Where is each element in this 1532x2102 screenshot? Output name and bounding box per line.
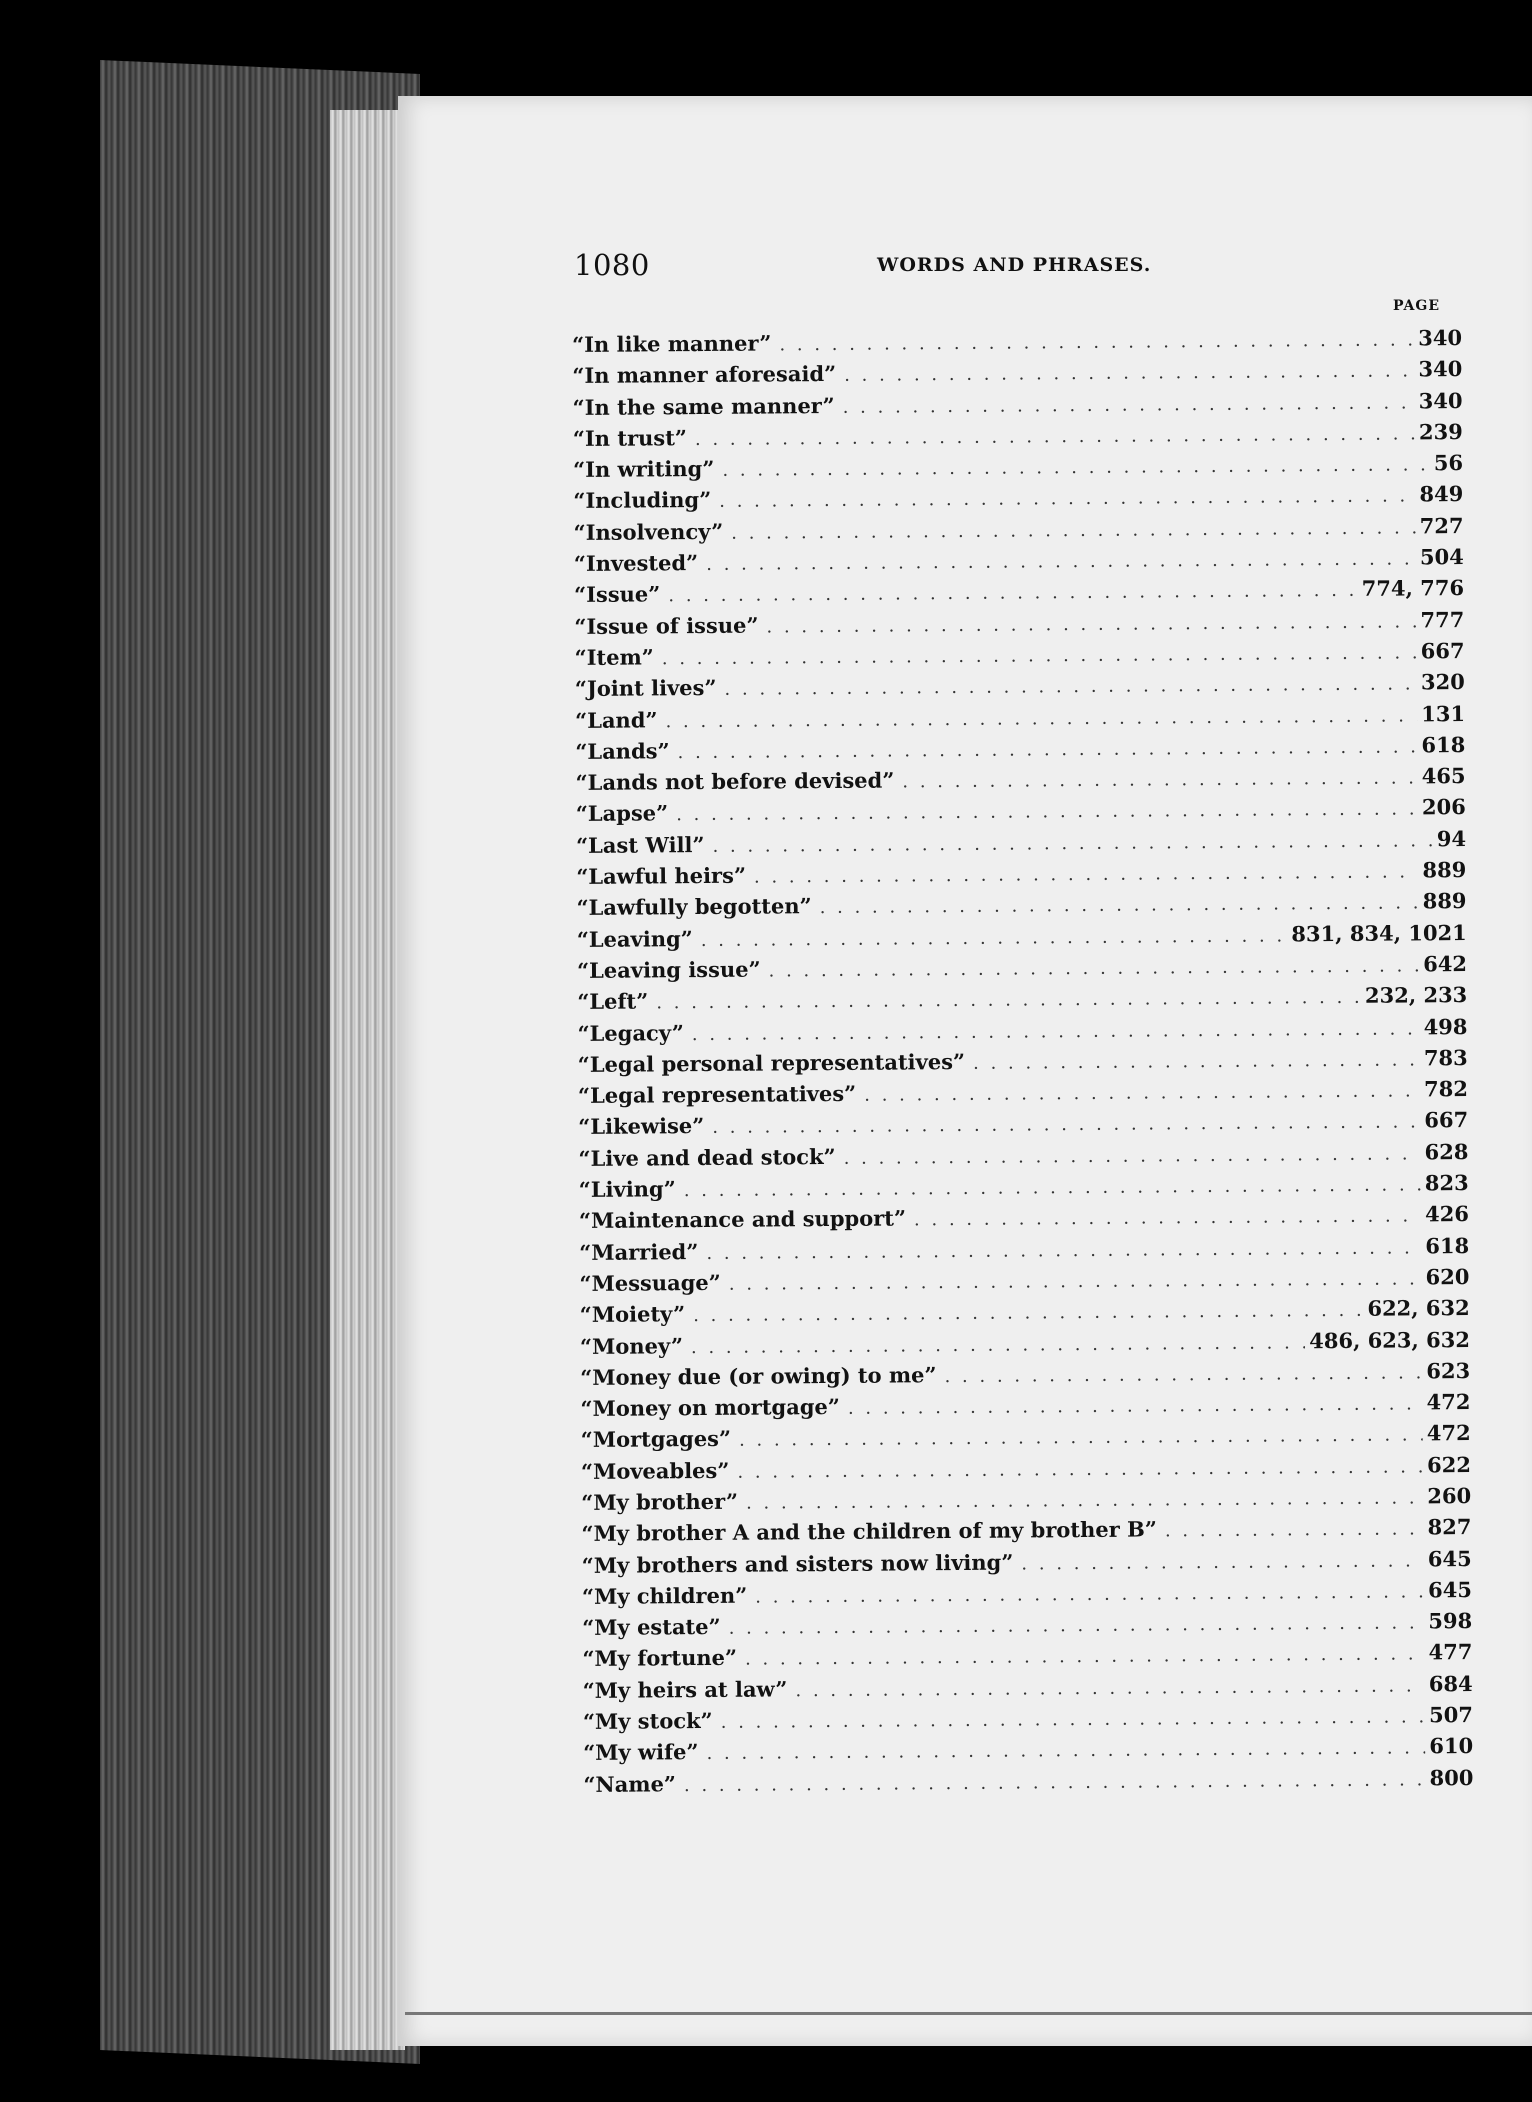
- entry-page-refs: 777: [1420, 606, 1465, 633]
- entry-page-refs: 260: [1427, 1482, 1472, 1509]
- entry-page-refs: 849: [1419, 481, 1464, 507]
- dot-leader: [779, 329, 1414, 355]
- entry-page-refs: 618: [1425, 1232, 1470, 1258]
- entry-term: “Lands not before devised”: [575, 767, 895, 796]
- index-entries: [572, 325, 1474, 1803]
- entry-page-refs: 831, 834, 1021: [1291, 919, 1467, 947]
- entry-page-refs: 622: [1426, 1451, 1472, 1478]
- entry-term: “Legal representatives”: [577, 1080, 857, 1109]
- entry-term: “Insolvency”: [573, 518, 724, 545]
- entry-page-refs: 889: [1422, 888, 1467, 914]
- dot-leader: [721, 1706, 1426, 1733]
- entry-page-refs: 642: [1423, 950, 1468, 977]
- entry-term: “My stock”: [582, 1708, 713, 1735]
- entry-page-refs: 340: [1418, 356, 1463, 382]
- entry-page-refs: 610: [1429, 1733, 1474, 1759]
- entry-page-refs: 628: [1424, 1138, 1469, 1165]
- entry-page-refs: 684: [1428, 1670, 1473, 1697]
- entry-page-refs: 486, 623, 632: [1309, 1326, 1471, 1353]
- dot-leader: [722, 454, 1430, 481]
- dot-leader: [1165, 1519, 1424, 1542]
- entry-term: “Last Will”: [575, 831, 705, 858]
- dot-leader: [844, 1143, 1421, 1169]
- entry-term: “Invested”: [573, 550, 699, 577]
- dot-leader: [902, 768, 1417, 793]
- dot-leader: [706, 548, 1416, 575]
- running-head: WORDS AND PHRASES.: [877, 254, 1152, 276]
- entry-term: “In like manner”: [572, 330, 772, 357]
- entry-term: “Money on mortgage”: [580, 1394, 841, 1422]
- entry-page-refs: 598: [1428, 1608, 1473, 1634]
- page-column-label: PAGE: [1393, 298, 1440, 314]
- entry-term: “Issue”: [573, 581, 661, 608]
- dot-leader: [746, 1487, 1423, 1513]
- dot-leader: [1021, 1550, 1424, 1574]
- dot-leader: [731, 517, 1416, 543]
- dot-leader: [693, 1300, 1363, 1326]
- dot-leader: [745, 1644, 1425, 1670]
- entry-page-refs: 645: [1427, 1545, 1472, 1571]
- dot-leader: [678, 736, 1418, 763]
- entry-page-refs: 618: [1421, 731, 1466, 758]
- entry-term: “Lawful heirs”: [576, 862, 747, 890]
- dot-leader: [668, 580, 1358, 606]
- entry-term: “In trust”: [572, 424, 688, 451]
- entry-page-refs: 667: [1420, 637, 1465, 664]
- dot-leader: [706, 1738, 1425, 1765]
- entry-term: “Item”: [574, 644, 654, 670]
- dot-leader: [864, 1080, 1420, 1105]
- dot-leader: [737, 1456, 1423, 1482]
- entry-page-refs: 498: [1423, 1013, 1468, 1039]
- entry-page-refs: 783: [1423, 1044, 1468, 1071]
- entry-page-refs: 206: [1421, 794, 1466, 820]
- entry-page-refs: 426: [1425, 1201, 1470, 1227]
- entry-term: “In writing”: [572, 456, 715, 483]
- entry-page-refs: 94: [1436, 825, 1467, 851]
- entry-term: “Live and dead stock”: [578, 1143, 836, 1171]
- entry-term: “My fortune”: [582, 1645, 738, 1672]
- dot-leader: [665, 705, 1417, 732]
- entry-page-refs: 340: [1418, 387, 1463, 413]
- entry-term: “Lands”: [575, 738, 670, 764]
- dot-leader: [676, 799, 1418, 826]
- entry-term: “My children”: [581, 1582, 748, 1609]
- entry-term: “Name”: [583, 1770, 677, 1797]
- entry-term: “Mortgages”: [580, 1426, 732, 1453]
- dot-leader: [684, 1769, 1426, 1796]
- entry-term: “Money due (or owing) to me”: [580, 1361, 937, 1390]
- entry-term: “Lapse”: [575, 800, 669, 827]
- dot-leader: [701, 925, 1288, 951]
- entry-term: “Including”: [573, 487, 712, 514]
- entry-term: “Living”: [578, 1176, 676, 1202]
- entry-page-refs: 782: [1424, 1076, 1469, 1102]
- entry-page-refs: 622, 632: [1367, 1295, 1470, 1321]
- dot-leader: [944, 1362, 1422, 1387]
- entry-term: “Money”: [579, 1332, 684, 1359]
- entry-page-refs: 472: [1426, 1389, 1471, 1415]
- dot-leader: [795, 1675, 1425, 1701]
- entry-term: “Left”: [577, 988, 649, 1015]
- entry-page-refs: 645: [1427, 1576, 1473, 1603]
- entry-page-refs: 620: [1425, 1263, 1470, 1290]
- entry-page-refs: 823: [1424, 1169, 1469, 1196]
- dot-leader: [724, 674, 1417, 700]
- dot-leader: [843, 392, 1415, 417]
- entry-term: “Issue of issue”: [574, 612, 759, 639]
- entry-page-refs: 320: [1420, 669, 1465, 695]
- entry-page-refs: 507: [1428, 1702, 1473, 1728]
- dot-leader: [754, 861, 1419, 887]
- entry-page-refs: 800: [1429, 1764, 1474, 1790]
- entry-page-refs: 131: [1421, 700, 1466, 726]
- entry-term: “My heirs at law”: [582, 1676, 788, 1703]
- dot-leader: [656, 987, 1361, 1014]
- dot-leader: [706, 1237, 1421, 1264]
- dot-leader: [820, 893, 1419, 919]
- dot-leader: [712, 1112, 1420, 1139]
- dot-leader: [769, 955, 1420, 981]
- entry-page-refs: 56: [1433, 450, 1464, 476]
- entry-page-refs: 667: [1424, 1107, 1469, 1133]
- dot-leader: [712, 830, 1432, 857]
- entry-page-refs: 504: [1419, 544, 1464, 570]
- entry-term: “In manner aforesaid”: [572, 361, 837, 389]
- entry-term: “My estate”: [582, 1614, 721, 1641]
- dot-leader: [719, 486, 1415, 512]
- entry-page-refs: 889: [1422, 857, 1467, 883]
- page-edges: [330, 110, 405, 2050]
- entry-term: “Joint lives”: [574, 675, 717, 702]
- entry-term: “Messuage”: [579, 1269, 721, 1296]
- entry-term: “In the same manner”: [572, 392, 835, 420]
- entry-term: “Married”: [579, 1238, 699, 1265]
- dot-leader: [684, 1174, 1421, 1201]
- entry-term: “Leaving issue”: [576, 956, 761, 983]
- dot-leader: [695, 423, 1415, 450]
- entry-term: “Moiety”: [579, 1301, 686, 1328]
- dot-leader: [692, 1018, 1420, 1045]
- page-bottom-rule: [405, 2012, 1532, 2015]
- dot-leader: [691, 1332, 1305, 1358]
- dot-leader: [739, 1425, 1423, 1451]
- entry-page-refs: 472: [1426, 1420, 1471, 1446]
- dot-leader: [766, 611, 1416, 637]
- entry-term: “My wife”: [583, 1739, 699, 1766]
- entry-page-refs: 727: [1419, 512, 1464, 539]
- entry-page-refs: 340: [1418, 325, 1463, 351]
- dot-leader: [914, 1206, 1421, 1231]
- dot-leader: [973, 1049, 1420, 1074]
- dot-leader: [755, 1581, 1424, 1607]
- dot-leader: [848, 1393, 1423, 1419]
- entry-page-refs: 774, 776: [1361, 575, 1465, 602]
- entry-page-refs: 477: [1428, 1639, 1473, 1665]
- dot-leader: [729, 1613, 1425, 1639]
- dot-leader: [729, 1268, 1422, 1294]
- entry-page-refs: 232, 233: [1364, 982, 1468, 1009]
- entry-term: “My brother A and the children of my brother B”: [581, 1516, 1158, 1547]
- entry-term: “My brothers and sisters now living”: [581, 1549, 1014, 1578]
- entry-term: “Likewise”: [578, 1113, 705, 1140]
- entry-term: “Legal personal representatives”: [577, 1048, 966, 1077]
- entry-term: “Legacy”: [577, 1019, 684, 1046]
- entry-page-refs: 827: [1427, 1514, 1472, 1540]
- dot-leader: [662, 642, 1417, 669]
- page-number: 1080: [574, 248, 650, 282]
- entry-page-refs: 465: [1421, 763, 1466, 789]
- entry-term: “Land”: [574, 706, 658, 733]
- entry-page-refs: 623: [1426, 1357, 1471, 1384]
- entry-term: “Moveables”: [580, 1457, 730, 1484]
- entry-term: “Lawfully begotten”: [576, 893, 812, 921]
- entry-page-refs: 239: [1418, 418, 1463, 445]
- entry-term: “Maintenance and support”: [578, 1205, 907, 1234]
- entry-term: “Leaving”: [576, 925, 693, 952]
- entry-term: “My brother”: [581, 1488, 739, 1515]
- dot-leader: [844, 361, 1414, 386]
